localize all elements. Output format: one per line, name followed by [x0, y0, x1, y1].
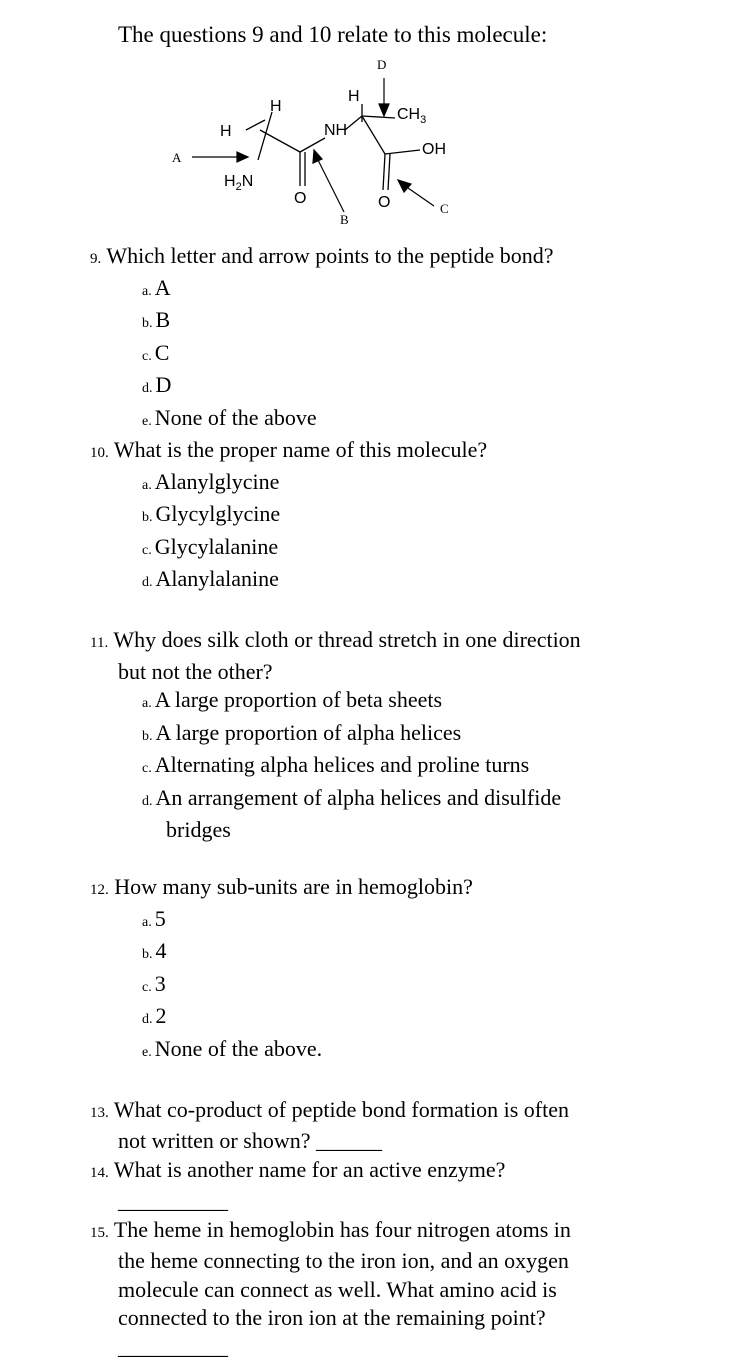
question-9 — [0, 242, 743, 436]
option-a[interactable]: a. Alanylglycine — [0, 468, 743, 501]
answer-line[interactable]: not written or shown? ______ — [0, 1127, 743, 1156]
question-text: Which letter and arrow points to the peptide bond? — [106, 243, 553, 268]
question-text: The heme in hemoglobin has four nitrogen atoms in — [114, 1217, 571, 1242]
atom-oh: OH — [422, 141, 446, 158]
option-e[interactable]: e. None of the above — [0, 404, 743, 437]
arrow-b-head-icon — [313, 150, 322, 163]
intro-text: The questions 9 and 10 relate to this molecule: — [118, 22, 547, 48]
question-15 — [0, 1216, 743, 1361]
option-b[interactable]: b. Glycylglycine — [0, 500, 743, 533]
question-text: What co-product of peptide bond formation is often — [114, 1097, 569, 1122]
question-number: 15. — [90, 1225, 109, 1241]
question-10 — [0, 436, 743, 598]
question-number: 9. — [90, 251, 101, 267]
atom-h-left: H — [220, 123, 232, 140]
option-d[interactable]: d. 2 — [0, 1002, 743, 1035]
question-text: What is another name for an active enzyme? — [114, 1157, 506, 1182]
question-number: 14. — [90, 1165, 109, 1181]
option-b[interactable]: b. 4 — [0, 937, 743, 970]
atom-h2n: $H_2N$ — [224, 173, 253, 193]
arrow-d-head-icon — [379, 104, 389, 116]
answer-blank[interactable]: __________ — [0, 1187, 743, 1216]
arrow-c-head-icon — [398, 180, 411, 192]
label-b: B — [340, 212, 349, 227]
dipeptide-structure-diagram — [0, 50, 743, 235]
question-number: 12. — [90, 882, 109, 898]
option-e[interactable]: e. None of the above. — [0, 1035, 743, 1068]
atom-nh: NH — [324, 122, 347, 139]
atom-h-top-2: H — [348, 88, 360, 105]
question-list — [0, 242, 743, 1361]
arrow-b — [318, 160, 344, 212]
atom-ch3: $CH_3$ — [397, 106, 426, 126]
label-d: D — [377, 57, 386, 72]
atom-h-top-1: H — [270, 98, 282, 115]
option-c[interactable]: c. Glycylalanine — [0, 533, 743, 566]
question-number: 13. — [90, 1105, 109, 1121]
question-text-continued: molecule can connect as well. What amino acid is — [0, 1276, 743, 1305]
option-c[interactable]: c. Alternating alpha helices and proline turns — [0, 751, 743, 784]
question-number: 11. — [90, 635, 108, 651]
option-c[interactable]: c. C — [0, 339, 743, 372]
atom-o-2: O — [378, 194, 390, 211]
question-text: What is the proper name of this molecule? — [114, 437, 487, 462]
question-number: 10. — [90, 445, 109, 461]
question-14 — [0, 1156, 743, 1216]
question-text-continued: connected to the iron ion at the remaining point? — [0, 1304, 743, 1333]
label-c: C — [440, 201, 449, 216]
arrow-a-head-icon — [237, 152, 248, 162]
molecule-bonds — [246, 104, 420, 190]
question-13 — [0, 1096, 743, 1156]
option-d[interactable]: d. An arrangement of alpha helices and disulfide — [0, 784, 743, 817]
label-a: A — [172, 150, 182, 165]
question-text: How many sub-units are in hemoglobin? — [114, 874, 473, 899]
option-b[interactable]: b. A large proportion of alpha helices — [0, 719, 743, 752]
option-d[interactable]: d. Alanylalanine — [0, 565, 743, 598]
question-text: Why does silk cloth or thread stretch in one direction — [113, 627, 580, 652]
option-a[interactable]: a. 5 — [0, 905, 743, 938]
atom-o-1: O — [294, 190, 306, 207]
arrow-c — [408, 188, 434, 206]
option-c[interactable]: c. 3 — [0, 970, 743, 1003]
question-12 — [0, 873, 743, 1067]
option-a[interactable]: a. A large proportion of beta sheets — [0, 686, 743, 719]
option-a[interactable]: a. A — [0, 274, 743, 307]
question-11 — [0, 626, 743, 845]
option-d[interactable]: d. D — [0, 371, 743, 404]
question-text-continued: but not the other? — [0, 658, 743, 687]
question-text-continued: the heme connecting to the iron ion, and an oxygen — [0, 1247, 743, 1276]
option-b[interactable]: b. B — [0, 306, 743, 339]
option-d-continued: bridges — [0, 816, 743, 845]
answer-blank[interactable]: __________ — [0, 1333, 743, 1361]
